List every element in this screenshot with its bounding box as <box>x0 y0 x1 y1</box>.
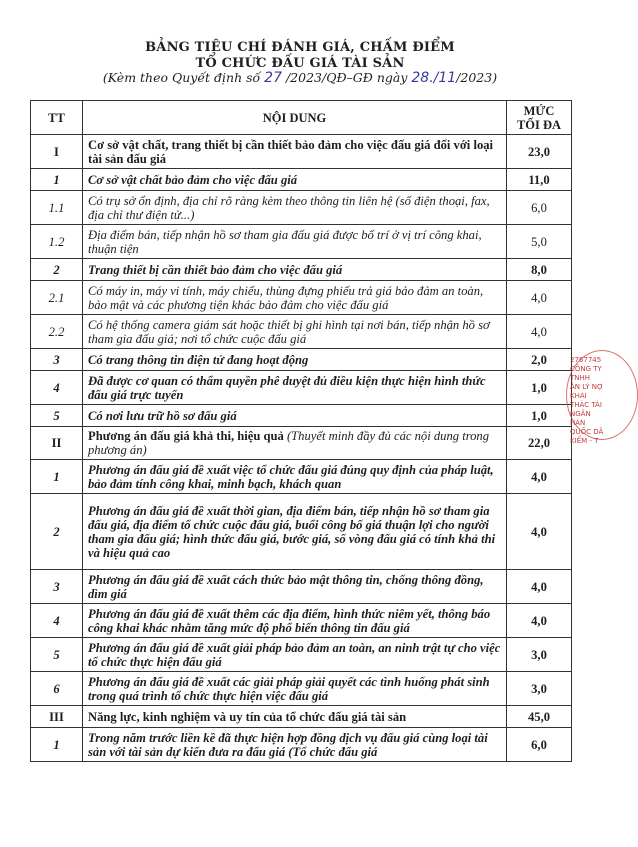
row-content <box>83 169 507 191</box>
row-max-score: 23,0 <box>507 135 572 169</box>
row-content <box>83 706 507 728</box>
row-tt: 3 <box>31 570 83 604</box>
row-max-score: 11,0 <box>507 169 572 191</box>
row-content-note: (Thuyết minh đầy đủ các nội dung trong phương án) <box>88 429 490 457</box>
row-content-text: Phương án đấu giá đề xuất việc tổ chức đấu giá đúng quy định của pháp luật, bảo đảm tính công khai, minh bạch, khách quan <box>88 462 494 491</box>
document-title-line-2: TỔ CHỨC ĐẤU GIÁ TÀI SẢN <box>195 56 405 71</box>
row-content <box>83 225 507 259</box>
row-content <box>83 638 507 672</box>
row-max-score: 4,0 <box>507 570 572 604</box>
row-max-score: 1,0 <box>507 371 572 405</box>
row-max-score: 4,0 <box>507 315 572 349</box>
row-content-text: Cơ sở vật chất bảo đảm cho việc đấu giá <box>88 172 298 187</box>
row-tt: 1 <box>31 460 83 494</box>
row-tt: 6 <box>31 672 83 706</box>
table-row <box>31 706 572 728</box>
table-row <box>31 728 572 762</box>
document-title-line-1: BẢNG TIÊU CHÍ ĐÁNH GIÁ, CHẤM ĐIỂM <box>145 40 455 55</box>
seal-line: KHAI THÁC TÀI <box>570 392 602 409</box>
row-tt: 4 <box>31 604 83 638</box>
row-max-score: 5,0 <box>507 225 572 259</box>
row-content-text: Phương án đấu giá đề xuất cách thức bảo mật thông tin, chống thông đồng, dìm giá <box>88 572 484 601</box>
header-tt: TT <box>31 101 83 135</box>
table-row <box>31 570 572 604</box>
table-row <box>31 427 572 460</box>
company-seal-stamp <box>566 350 606 445</box>
table-row <box>31 315 572 349</box>
table-row <box>31 281 572 315</box>
row-content <box>83 570 507 604</box>
row-content-text: Có trụ sở ổn định, địa chỉ rõ ràng kèm theo thông tin liên hệ (số điện thoại, fax, địa chỉ thư điện tử...) <box>88 193 490 222</box>
row-tt: 2 <box>31 259 83 281</box>
row-content <box>83 135 507 169</box>
row-max-score: 8,0 <box>507 259 572 281</box>
row-max-score: 3,0 <box>507 638 572 672</box>
row-content-text: Năng lực, kinh nghiệm và uy tín của tổ chức đấu giá tài sản <box>88 709 407 724</box>
row-tt: III <box>31 706 83 728</box>
row-max-score: 1,0 <box>507 405 572 427</box>
row-tt: 4 <box>31 371 83 405</box>
row-content-text: Địa điểm bán, tiếp nhận hồ sơ tham gia đấu giá được bố trí ở vị trí công khai, thuận tiện <box>88 227 482 256</box>
row-content-text: Có hệ thống camera giám sát hoặc thiết bị ghi hình tại nơi bán, tiếp nhận hồ sơ tham gia đấu giá; nơi tổ chức cuộc đấu giá <box>88 317 490 346</box>
row-tt: 1 <box>31 169 83 191</box>
table-row <box>31 405 572 427</box>
row-content-text: Phương án đấu giá đề xuất giải pháp bảo đảm an toàn, an ninh trật tự cho việc tổ chức thực hiện đấu giá <box>88 640 501 669</box>
row-tt: 2 <box>31 494 83 570</box>
row-tt: 5 <box>31 638 83 672</box>
header-max: MỨC TỐI ĐA <box>507 101 572 135</box>
row-content-text: Phương án đấu giá đề xuất các giải pháp giải quyết các tình huống phát sinh trong quá trình tổ chức thực hiện việc đấu giá <box>88 674 490 703</box>
seal-line: ẢN LÝ NỢ <box>570 383 604 391</box>
row-content-text: Có trang thông tin điện tử đang hoạt động <box>88 352 309 367</box>
row-content-text: Phương án đấu giá đề xuất thêm các địa điểm, hình thức niêm yết, thông báo công khai khác nhằm tăng mức độ phổ biến thông tin đấu giá <box>88 606 491 635</box>
row-max-score: 45,0 <box>507 706 572 728</box>
row-tt: II <box>31 427 83 460</box>
row-content-text: Cơ sở vật chất, trang thiết bị cần thiết bảo đảm cho việc đấu giá đối với loại tài sản đấu giá <box>88 137 494 166</box>
criteria-rows <box>31 135 572 762</box>
subtitle-middle: /2023/QĐ–GĐ ngày <box>281 70 412 85</box>
table-row <box>31 371 572 405</box>
table-row <box>31 135 572 169</box>
row-content <box>83 427 507 460</box>
seal-line: 2767745 <box>570 356 602 364</box>
table-row <box>31 225 572 259</box>
row-content-text: Phương án đấu giá khả thi, hiệu quả <box>88 429 284 443</box>
row-tt: 1.1 <box>31 191 83 225</box>
row-tt: 1 <box>31 728 83 762</box>
row-tt: 3 <box>31 349 83 371</box>
table-row <box>31 349 572 371</box>
row-max-score: 4,0 <box>507 604 572 638</box>
row-content-text: Phương án đấu giá đề xuất thời gian, địa điểm bán, tiếp nhận hồ sơ tham gia đấu giá, địa điểm tổ chức cuộc đấu giá, buổi công bố giá thuận lợi cho người tham gia đấu giá; hình thức đấu giá, bước giá, số vòng đấu giá có tính khả thi và hiệu quả cao <box>88 503 496 560</box>
seal-text <box>570 356 606 446</box>
row-tt: 2.2 <box>31 315 83 349</box>
row-content <box>83 349 507 371</box>
row-tt: I <box>31 135 83 169</box>
row-max-score: 4,0 <box>507 460 572 494</box>
row-max-score: 6,0 <box>507 191 572 225</box>
row-content <box>83 494 507 570</box>
row-content-text: Có nơi lưu trữ hồ sơ đấu giá <box>88 408 237 423</box>
row-max-score: 4,0 <box>507 494 572 570</box>
subtitle-suffix: /2023) <box>456 70 498 85</box>
table-row <box>31 259 572 281</box>
table-row <box>31 169 572 191</box>
row-max-score: 22,0 <box>507 427 572 460</box>
row-content-text: Đã được cơ quan có thẩm quyền phê duyệt đủ điều kiện thực hiện hình thức đấu giá trực tuyến <box>88 373 486 402</box>
row-content <box>83 604 507 638</box>
row-content <box>83 405 507 427</box>
row-max-score: 4,0 <box>507 281 572 315</box>
table-row <box>31 191 572 225</box>
table-row <box>31 638 572 672</box>
row-content <box>83 315 507 349</box>
row-max-score: 6,0 <box>507 728 572 762</box>
row-content-text: Có máy in, máy vi tính, máy chiếu, thùng đựng phiếu trả giá bảo đảm an toàn, bảo mật và các phương tiện khác bảo đảm cho việc đấu giá <box>88 283 484 312</box>
seal-line: TNHH <box>570 374 591 382</box>
seal-line: CÔNG TY <box>570 365 602 373</box>
seal-line: NGÂN HÀN <box>570 410 591 427</box>
row-content <box>83 191 507 225</box>
row-content <box>83 460 507 494</box>
row-tt: 5 <box>31 405 83 427</box>
row-content-text: Trong năm trước liền kề đã thực hiện hợp đồng dịch vụ đấu giá cùng loại tài sản với tài sản dự kiến đưa ra đấu giá (Tổ chức đấu giá <box>88 730 488 759</box>
row-content <box>83 672 507 706</box>
subtitle-prefix: (Kèm theo Quyết định số <box>102 70 265 85</box>
criteria-table <box>30 100 572 762</box>
row-content-text: Trang thiết bị cần thiết bảo đảm cho việc đấu giá <box>88 262 343 277</box>
row-content <box>83 371 507 405</box>
row-tt: 1.2 <box>31 225 83 259</box>
decision-date-handwritten: 28./11 <box>411 70 457 86</box>
row-content <box>83 259 507 281</box>
header-content: NỘI DUNG <box>83 101 507 135</box>
row-max-score: 3,0 <box>507 672 572 706</box>
row-content <box>83 728 507 762</box>
table-row <box>31 494 572 570</box>
table-row <box>31 604 572 638</box>
row-max-score: 2,0 <box>507 349 572 371</box>
row-tt: 2.1 <box>31 281 83 315</box>
decision-number-handwritten: 27 <box>264 70 282 86</box>
row-content <box>83 281 507 315</box>
seal-line: QUỐC DÂ <box>570 428 604 436</box>
seal-line: KIỂM - T <box>570 437 599 445</box>
document-subtitle <box>0 70 600 86</box>
table-row <box>31 460 572 494</box>
table-row <box>31 672 572 706</box>
